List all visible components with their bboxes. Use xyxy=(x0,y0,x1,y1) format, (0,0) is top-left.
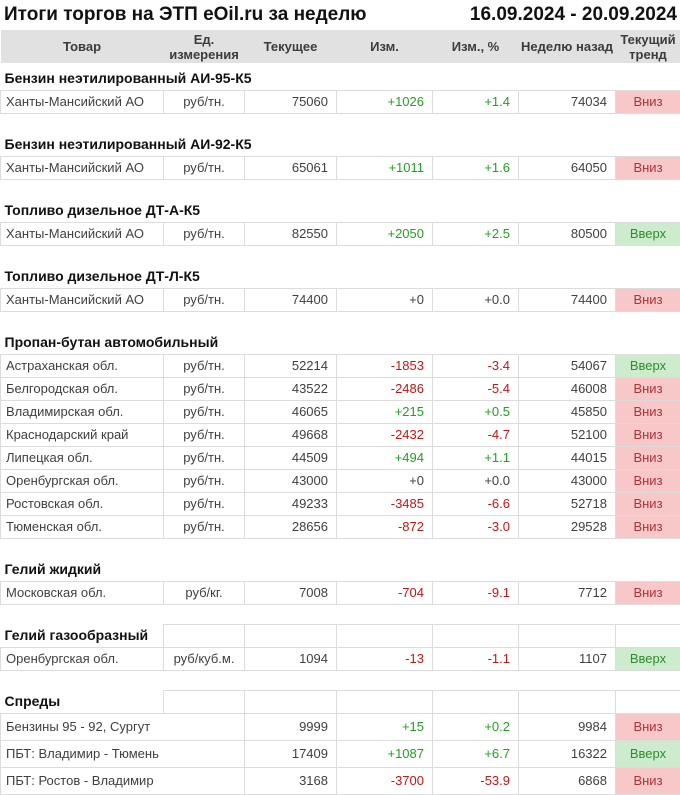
gap-cell xyxy=(1,538,680,558)
table-row xyxy=(1,740,680,767)
table-row xyxy=(1,400,680,423)
current-value: 82550 xyxy=(245,222,337,245)
col-header-product: Товар xyxy=(1,30,164,63)
table-row xyxy=(1,713,680,740)
product-cell: Ханты-Мансийский АО xyxy=(1,288,164,311)
trend-badge: Вниз xyxy=(616,581,680,604)
product-cell: Ханты-Мансийский АО xyxy=(1,156,164,179)
trend-badge: Вниз xyxy=(616,446,680,469)
current-value: 65061 xyxy=(245,156,337,179)
week-ago-value: 6868 xyxy=(519,767,616,794)
product-cell: Краснодарский край xyxy=(1,423,164,446)
empty-cell xyxy=(337,624,433,647)
change-pct-value: +1.4 xyxy=(433,90,519,113)
week-ago-value: 16322 xyxy=(519,740,616,767)
date-range: 16.09.2024 - 20.09.2024 xyxy=(470,4,677,26)
product-cell: Бензины 95 - 92, Сургут xyxy=(1,713,245,740)
product-cell: Московская обл. xyxy=(1,581,164,604)
current-value: 75060 xyxy=(245,90,337,113)
week-ago-value: 29528 xyxy=(519,515,616,538)
unit-cell: руб/тн. xyxy=(164,515,245,538)
section-gap xyxy=(1,311,680,331)
section-title: Бензин неэтилированный АИ-95-К5 xyxy=(1,67,680,90)
gap-cell xyxy=(1,113,680,133)
table-row xyxy=(1,222,680,245)
change-pct-value: +1.6 xyxy=(433,156,519,179)
change-value: -1853 xyxy=(337,354,433,377)
table-header-row xyxy=(1,30,680,63)
gap-cell xyxy=(1,670,680,690)
trend-badge: Вверх xyxy=(616,740,680,767)
table-row xyxy=(1,377,680,400)
change-value: +2050 xyxy=(337,222,433,245)
table-row xyxy=(1,90,680,113)
week-ago-value: 52100 xyxy=(519,423,616,446)
trend-badge: Вверх xyxy=(616,354,680,377)
change-pct-value: +0.5 xyxy=(433,400,519,423)
current-value: 52214 xyxy=(245,354,337,377)
gap-cell xyxy=(1,604,680,624)
week-ago-value: 46008 xyxy=(519,377,616,400)
section-gap xyxy=(1,604,680,624)
unit-cell: руб/тн. xyxy=(164,423,245,446)
empty-cell xyxy=(433,690,519,713)
section-title-row xyxy=(1,67,680,90)
table-row xyxy=(1,288,680,311)
change-pct-value: -9.1 xyxy=(433,581,519,604)
week-ago-value: 43000 xyxy=(519,469,616,492)
current-value: 44509 xyxy=(245,446,337,469)
section-title-row xyxy=(1,690,680,713)
change-value: +0 xyxy=(337,469,433,492)
section-title: Пропан-бутан автомобильный xyxy=(1,331,680,354)
change-pct-value: +6.7 xyxy=(433,740,519,767)
current-value: 28656 xyxy=(245,515,337,538)
week-ago-value: 7712 xyxy=(519,581,616,604)
change-pct-value: -53.9 xyxy=(433,767,519,794)
empty-cell xyxy=(337,690,433,713)
section-title: Спреды xyxy=(1,690,164,713)
week-ago-value: 64050 xyxy=(519,156,616,179)
col-header-change-pct: Изм., % xyxy=(433,30,519,63)
empty-cell xyxy=(616,624,680,647)
change-value: +494 xyxy=(337,446,433,469)
empty-cell xyxy=(245,624,337,647)
unit-cell: руб/кг. xyxy=(164,581,245,604)
change-pct-value: -3.0 xyxy=(433,515,519,538)
change-pct-value: +0.0 xyxy=(433,288,519,311)
table-row xyxy=(1,581,680,604)
section-gap xyxy=(1,245,680,265)
change-value: -872 xyxy=(337,515,433,538)
unit-cell: руб/тн. xyxy=(164,446,245,469)
product-cell: Ханты-Мансийский АО xyxy=(1,90,164,113)
unit-cell: руб/тн. xyxy=(164,354,245,377)
empty-cell xyxy=(164,624,245,647)
trend-badge: Вниз xyxy=(616,400,680,423)
section-gap xyxy=(1,670,680,690)
change-value: -2432 xyxy=(337,423,433,446)
col-header-current: Текущее xyxy=(245,30,337,63)
table-row xyxy=(1,515,680,538)
product-cell: Липецкая обл. xyxy=(1,446,164,469)
product-cell: Тюменская обл. xyxy=(1,515,164,538)
empty-cell xyxy=(616,690,680,713)
trend-badge: Вверх xyxy=(616,647,680,670)
unit-cell: руб/тн. xyxy=(164,156,245,179)
trend-badge: Вверх xyxy=(616,222,680,245)
week-ago-value: 1107 xyxy=(519,647,616,670)
week-ago-value: 9984 xyxy=(519,713,616,740)
trend-badge: Вниз xyxy=(616,767,680,794)
trend-badge: Вниз xyxy=(616,90,680,113)
unit-cell: руб/тн. xyxy=(164,469,245,492)
week-ago-value: 74034 xyxy=(519,90,616,113)
change-pct-value: +0.2 xyxy=(433,713,519,740)
table-row xyxy=(1,354,680,377)
unit-cell: руб/тн. xyxy=(164,377,245,400)
empty-cell xyxy=(245,690,337,713)
change-value: +1011 xyxy=(337,156,433,179)
table-row xyxy=(1,469,680,492)
current-value: 43000 xyxy=(245,469,337,492)
change-pct-value: -6.6 xyxy=(433,492,519,515)
week-ago-value: 52718 xyxy=(519,492,616,515)
trend-badge: Вниз xyxy=(616,288,680,311)
change-pct-value: -4.7 xyxy=(433,423,519,446)
change-pct-value: +1.1 xyxy=(433,446,519,469)
trend-badge: Вниз xyxy=(616,713,680,740)
col-header-week-ago: Неделю назад xyxy=(519,30,616,63)
trend-badge: Вниз xyxy=(616,156,680,179)
change-value: +215 xyxy=(337,400,433,423)
unit-cell: руб/тн. xyxy=(164,90,245,113)
unit-cell: руб/тн. xyxy=(164,400,245,423)
trend-badge: Вниз xyxy=(616,469,680,492)
product-cell: Владимирская обл. xyxy=(1,400,164,423)
change-pct-value: -5.4 xyxy=(433,377,519,400)
change-value: +15 xyxy=(337,713,433,740)
gap-cell xyxy=(1,245,680,265)
current-value: 3168 xyxy=(245,767,337,794)
week-ago-value: 45850 xyxy=(519,400,616,423)
table-row xyxy=(1,767,680,794)
empty-cell xyxy=(433,624,519,647)
product-cell: Ростовская обл. xyxy=(1,492,164,515)
current-value: 17409 xyxy=(245,740,337,767)
current-value: 46065 xyxy=(245,400,337,423)
trend-badge: Вниз xyxy=(616,377,680,400)
section-title: Топливо дизельное ДТ-Л-К5 xyxy=(1,265,680,288)
change-pct-value: -1.1 xyxy=(433,647,519,670)
gap-cell xyxy=(1,311,680,331)
change-value: -13 xyxy=(337,647,433,670)
change-value: +0 xyxy=(337,288,433,311)
change-value: +1087 xyxy=(337,740,433,767)
section-title-row xyxy=(1,558,680,581)
trend-badge: Вниз xyxy=(616,492,680,515)
current-value: 1094 xyxy=(245,647,337,670)
gap-cell xyxy=(1,179,680,199)
empty-cell xyxy=(519,690,616,713)
product-cell: Астраханская обл. xyxy=(1,354,164,377)
page-title: Итоги торгов на ЭТП eOil.ru за неделю xyxy=(4,4,367,26)
section-title-row xyxy=(1,331,680,354)
current-value: 43522 xyxy=(245,377,337,400)
trading-results-table xyxy=(0,30,680,795)
table-row xyxy=(1,647,680,670)
title-bar xyxy=(0,0,680,30)
table-row xyxy=(1,492,680,515)
current-value: 49233 xyxy=(245,492,337,515)
product-cell: ПБТ: Ростов - Владимир xyxy=(1,767,245,794)
section-title: Гелий жидкий xyxy=(1,558,680,581)
col-header-unit: Ед. измерения xyxy=(164,30,245,63)
product-cell: Оренбургская обл. xyxy=(1,469,164,492)
change-pct-value: -3.4 xyxy=(433,354,519,377)
unit-cell: руб/тн. xyxy=(164,288,245,311)
change-value: -3700 xyxy=(337,767,433,794)
product-cell: Ханты-Мансийский АО xyxy=(1,222,164,245)
table-row xyxy=(1,423,680,446)
section-title-row xyxy=(1,199,680,222)
change-pct-value: +0.0 xyxy=(433,469,519,492)
week-ago-value: 54067 xyxy=(519,354,616,377)
current-value: 74400 xyxy=(245,288,337,311)
trend-badge: Вниз xyxy=(616,515,680,538)
section-gap xyxy=(1,179,680,199)
change-pct-value: +2.5 xyxy=(433,222,519,245)
section-title: Гелий газообразный xyxy=(1,624,164,647)
current-value: 49668 xyxy=(245,423,337,446)
product-cell: ПБТ: Владимир - Тюмень xyxy=(1,740,245,767)
change-value: -3485 xyxy=(337,492,433,515)
week-ago-value: 44015 xyxy=(519,446,616,469)
table-row xyxy=(1,156,680,179)
trend-badge: Вниз xyxy=(616,423,680,446)
change-value: -704 xyxy=(337,581,433,604)
section-title-row xyxy=(1,265,680,288)
section-title-row xyxy=(1,133,680,156)
unit-cell: руб/куб.м. xyxy=(164,647,245,670)
section-gap xyxy=(1,538,680,558)
table-row xyxy=(1,446,680,469)
week-ago-value: 80500 xyxy=(519,222,616,245)
section-title: Бензин неэтилированный АИ-92-К5 xyxy=(1,133,680,156)
current-value: 7008 xyxy=(245,581,337,604)
unit-cell: руб/тн. xyxy=(164,222,245,245)
change-value: +1026 xyxy=(337,90,433,113)
empty-cell xyxy=(519,624,616,647)
product-cell: Белгородская обл. xyxy=(1,377,164,400)
product-cell: Оренбургская обл. xyxy=(1,647,164,670)
section-gap xyxy=(1,113,680,133)
col-header-change: Изм. xyxy=(337,30,433,63)
empty-cell xyxy=(164,690,245,713)
current-value: 9999 xyxy=(245,713,337,740)
col-header-trend: Текущий тренд xyxy=(616,30,680,63)
section-title-row xyxy=(1,624,680,647)
unit-cell: руб/тн. xyxy=(164,492,245,515)
week-ago-value: 74400 xyxy=(519,288,616,311)
change-value: -2486 xyxy=(337,377,433,400)
section-title: Топливо дизельное ДТ-А-К5 xyxy=(1,199,680,222)
